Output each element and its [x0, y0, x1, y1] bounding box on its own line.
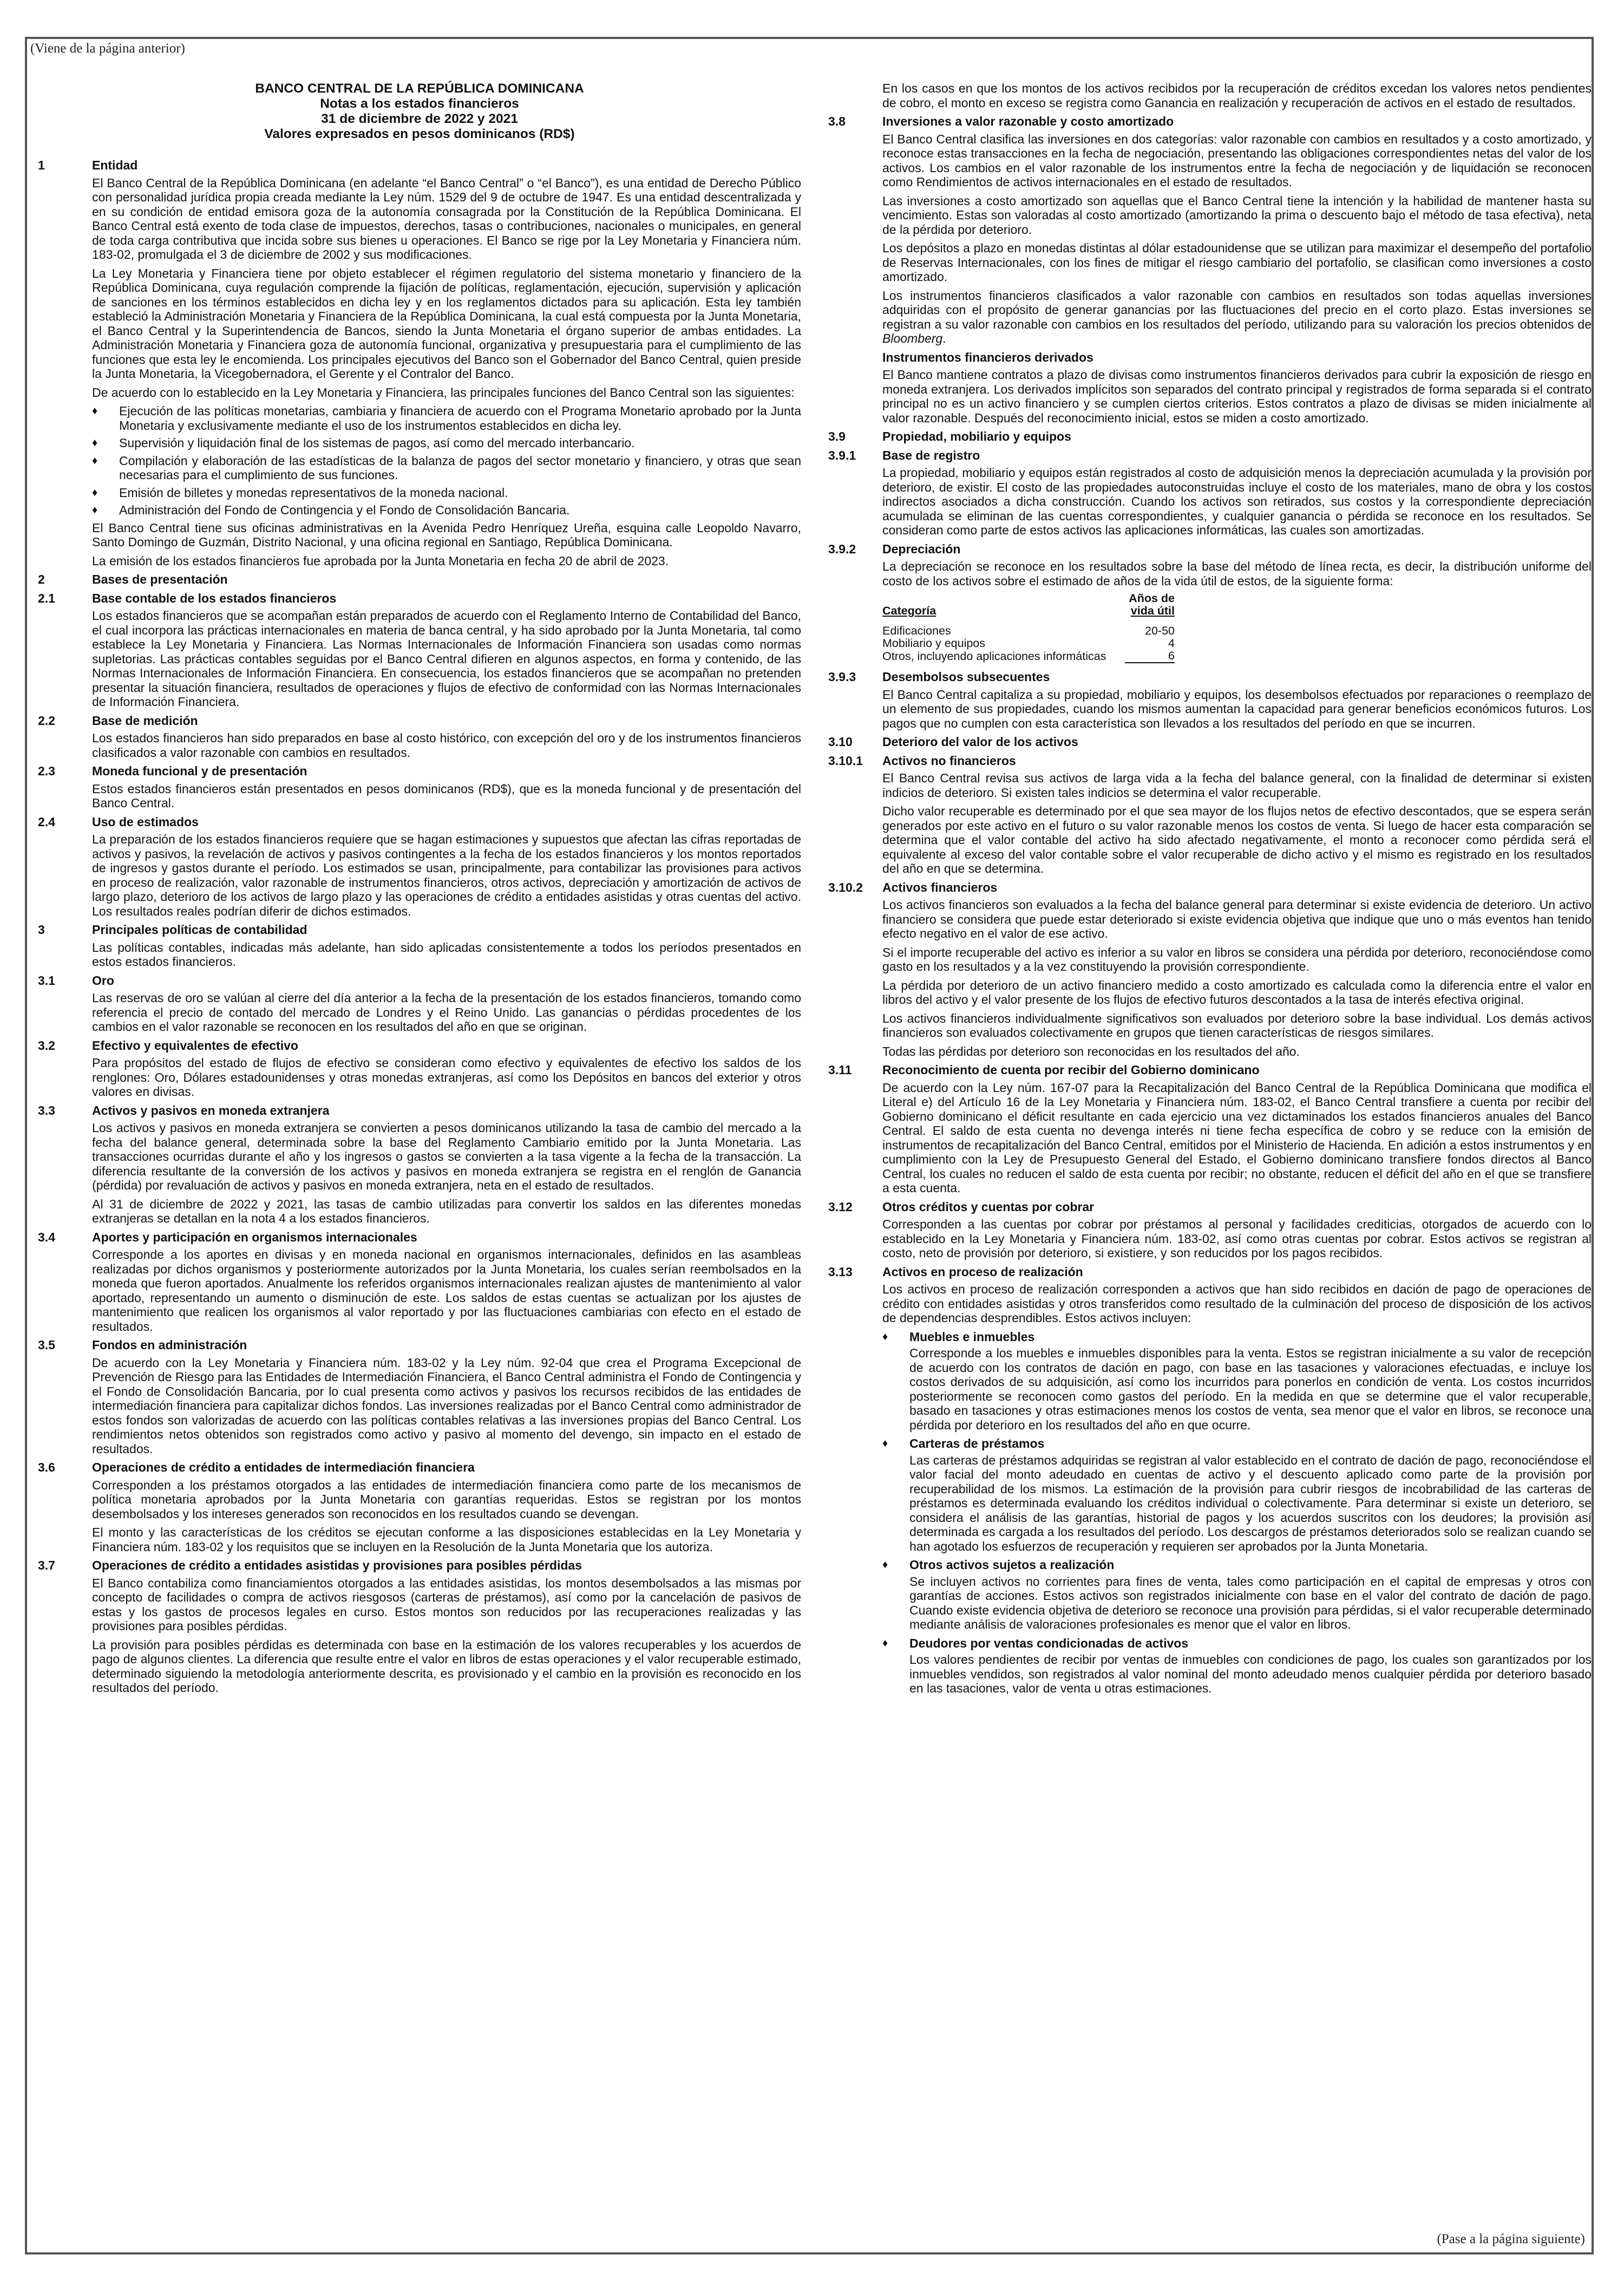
section-heading: 3.1 Oro	[38, 973, 114, 988]
paragraph: La preparación de los estados financieros requiere que se hagan estimaciones y supuestos que afectan las cifras reportadas de activos y pasivos, la revelación de activos y pasivos contingentes a la fecha de los estados financieros y los montos reportados de ingresos y gastos durante el período. Los estimados se usan, principalmente, para contabilizar las provisiones para activos en proceso de realización, valor razonable de instrumentos financieros, otros activos, depreciación y amortización de activos de largo plazo, deterioro de los activos de largo plazo y las operaciones de crédito a entidades asistidas y otras cuentas del activo. Los resultados reales podrían diferir de dichos estimados.	[92, 832, 801, 918]
paragraph: De acuerdo con la Ley Monetaria y Financiera núm. 183-02 y la Ley núm. 92-04 que crea el Programa Excepcional de Prevención de Riesgo para las Entidades de Intermediación Financiera, el Banco Central administra el Fondo de Contingencia y el Fondo de Consolidación Bancaria, por lo cual presenta como activos y pasivos los recursos recibidos de las entidades de intermediación financiera para capitalizar dichos fondos. Las inversiones realizadas por el Banco Central como administrador de estos fondos son valorizadas de acuerdo con las políticas contables relativas a las inversiones propias del Banco Central. Los rendimientos netos obtenidos son registrados como activo y pasivo al momento del devengo, sin impacto en el estado de resultados.	[92, 1355, 801, 1456]
section-heading: 3.10.1 Activos no financieros	[828, 753, 1016, 768]
table-cell-years: 4	[1168, 637, 1175, 650]
section-heading: 2.3 Moneda funcional y de presentación	[38, 764, 307, 778]
paragraph: Los depósitos a plazo en monedas distintas al dólar estadounidense que se utilizan para maximizar el desempeño del portafolio de Reservas Internacionales, con los fines de mitigar el riesgo cambiario del portafolio, se clasifican como inversiones a costo amortizado.	[882, 241, 1592, 284]
paragraph: Al 31 de diciembre de 2022 y 2021, las tasas de cambio utilizadas para convertir los saldos en las diferentes monedas extranjeras se detallan en la nota 4 a los estados financieros.	[92, 1197, 801, 1225]
paragraph: El Banco Central clasifica las inversiones en dos categorías: valor razonable con cambios en resultados y a costo amortizado, y reconoce estas transacciones en la fecha de negociación, presentando las obligaciones correspondientes netas del valor de los activos. Los cambios en el valor razonable de los instrumentos entre la fecha de negociación y de liquidación se reconocen como Rendimientos de activos internacionales en el estado de resultados.	[882, 132, 1592, 189]
header-institution: BANCO CENTRAL DE LA REPÚBLICA DOMINICANA	[255, 81, 584, 96]
section-heading: 2 Bases de presentación	[38, 572, 228, 586]
paragraph: Los valores pendientes de recibir por ventas de inmuebles con condiciones de pago, los cuales son garantizados por los inmuebles vendidos, son registrados al valor nominal del monto adeudado menos cualquier pérdida por deterioro basado en las tasaciones, valor de venta u otras estimaciones.	[909, 1652, 1592, 1695]
paragraph: Las inversiones a costo amortizado son aquellas que el Banco Central tiene la intención y la habilidad de mantener hasta su vencimiento. Estas son valoradas al costo amortizado (amortizando la prima o descuento bajo el método de tasa efectiva), neta de la pérdida por deterioro.	[882, 193, 1592, 237]
bullet-diamond-icon: ♦	[882, 1437, 888, 1449]
section-heading: 3.13 Activos en proceso de realización	[828, 1264, 1083, 1279]
section-heading: 3.6 Operaciones de crédito a entidades de intermediación financiera	[38, 1460, 475, 1474]
section-heading: 3.9 Propiedad, mobiliario y equipos	[828, 429, 1071, 443]
bullet-diamond-icon: ♦	[92, 405, 98, 417]
paragraph: La propiedad, mobiliario y equipos están registrados al costo de adquisición menos la depreciación acumulada y la provisión por deterioro, de existir. El costo de las propiedades autoconstruidas incluye el costo de los materiales, mano de obra y los costos indirectos asociados a dicha construcción. Cuando los activos son retirados, sus costos y la correspondiente depreciación acumulada se eliminan de las cuentas correspondientes, y cualquier ganancia o pérdida se reconoce en los resultados. Se consideran como parte de estos activos las aplicaciones informáticas, las cuales son amortizadas.	[882, 466, 1592, 537]
bloomberg-reference: Bloomberg	[882, 331, 943, 345]
bullet-diamond-icon: ♦	[92, 486, 98, 499]
bullet-heading: ♦ Deudores por ventas condicionadas de activos	[882, 1636, 1189, 1650]
section-heading: 2.1 Base contable de los estados financieros	[38, 591, 337, 605]
document-header	[38, 81, 801, 142]
continued-to-note: (Pase a la página siguiente)	[1437, 2232, 1585, 2246]
paragraph: Corresponde a los aportes en divisas y en moneda nacional en organismos internacionales, definidos en las asambleas realizadas por dichos organismos y posteriormente autorizados por la Junta Monetaria, los cuales serían reembolsados en la moneda que fueron aportados. Anualmente los referidos organismos internacionales realizan ajustes de mantenimiento al valor aportado, representando un aumento o disminución de este. Los saldos de estas cuentas se actualizan por los ajustes de mantenimiento que realicen los organismos al valor reportado y por las fluctuaciones cambiarias con efecto en el estado de resultados.	[92, 1247, 801, 1334]
bullet-item: ♦ Supervisión y liquidación final de los sistemas de pagos, así como del mercado interbancario.	[92, 436, 635, 450]
right-column	[828, 81, 1592, 1700]
bullet-item: ♦ Compilación y elaboración de las estadísticas de la balanza de pagos del sector monetario y financiero, y otras que sean necesarias para el cumplimiento de sus funciones.	[92, 453, 801, 482]
subsection-title: Instrumentos financieros derivados	[882, 350, 1093, 364]
paragraph: El Banco Central revisa sus activos de larga vida a la fecha del balance general, con la finalidad de determinar si existen indicios de deterioro. Si existen tales indicios se determina el valor recuperable.	[882, 771, 1592, 800]
bullet-diamond-icon: ♦	[882, 1559, 888, 1571]
section-heading: 3.11 Reconocimiento de cuenta por recibir del Gobierno dominicano	[828, 1063, 1260, 1077]
useful-life-table	[882, 592, 1175, 663]
paragraph: Corresponden a las cuentas por cobrar por préstamos al personal y facilidades crediticias, otorgados de acuerdo con lo establecido en la Ley Monetaria y Financiera núm. 183-02, así como otras cuentas por cobrar. Estos activos se registran al costo, neto de provisión por deterioro, si existiere, y son reducidos por los pagos recibidos.	[882, 1217, 1592, 1260]
bullet-diamond-icon: ♦	[92, 504, 98, 516]
bullet-item: ♦ Administración del Fondo de Contingencia y el Fondo de Consolidación Bancaria.	[92, 503, 570, 517]
paragraph: El Banco Central tiene sus oficinas administrativas en la Avenida Pedro Henríquez Ureña, esquina calle Leopoldo Navarro, Santo Domingo de Guzmán, Distrito Nacional, y una oficina regional en Santiago, República Dominicana.	[92, 520, 801, 549]
paragraph: Los activos en proceso de realización corresponden a activos que han sido recibidos en dación de pago de operaciones de crédito con entidades asistidas y otros transferidos como resultado de la culminación del proceso de disposición de los activos de dependencias desprendibles. Estos activos incluyen:	[882, 1282, 1592, 1325]
paragraph: La provisión para posibles pérdidas es determinada con base en la estimación de los valores recuperables y los acuerdos de pago de algunos clientes. La diferencia que resulte entre el valor en libros de estas operaciones y el valor recuperable estimado, determinado siguiendo la metodología anteriormente descrita, es provisionado y el cambio en la provisión es reconocido en los resultados del período.	[92, 1637, 801, 1695]
paragraph: Los instrumentos financieros clasificados a valor razonable con cambios en resultados son todas aquellas inversiones adquiridas con el propósito de generar ganancias por las fluctuaciones del precio en el corto plazo. Estas inversiones se registran a su valor razonable con cambios en los resultados del período, utilizando para su valoración los precios obtenidos de Bloomberg.	[882, 288, 1592, 345]
paragraph: Para propósitos del estado de flujos de efectivo se consideran como efectivo y equivalentes de efectivo los saldos de los renglones: Oro, Dólares estadounidenses y otras monedas extranjeras, así como los Depósitos en bancos del exterior y otros valores en divisas.	[92, 1056, 801, 1099]
table-row	[882, 650, 1175, 663]
bullet-heading: ♦ Muebles e inmuebles	[882, 1329, 1035, 1344]
paragraph: La Ley Monetaria y Financiera tiene por objeto establecer el régimen regulatorio del sistema monetario y financiero de la República Dominicana, cuya regulación comprende la fijación de políticas, reglamentación, ejecución, supervisión y aplicación de sanciones en los términos establecidos en dicha ley y en los reglamentos dictados para su aplicación. Esta ley también estableció la Administración Monetaria y Financiera de la República Dominicana, la cual está compuesta por la Junta Monetaria, el Banco Central y la Superintendencia de Bancos, siendo la Junta Monetaria el órgano superior de ambas entidades. La Administración Monetaria y Financiera goza de autonomía funcional, organizativa y presupuestaria para el cumplimiento de las funciones que esta ley le encomienda. Los principales ejecutivos del Banco son el Gobernador del Banco Central, quien preside la Junta Monetaria, la Vicegobernadora, el Gerente y el Contralor del Banco.	[92, 266, 801, 381]
table-header-years-line1: Años de	[1129, 592, 1175, 605]
paragraph: Las reservas de oro se valúan al cierre del día anterior a la fecha de la presentación de los estados financieros, tomando como referencia el precio de contado del mercado de Londres y el Reino Unido. Las ganancias o pérdidas procedentes de los cambios en el valor razonable se reconocen en los resultados del año en que se originan.	[92, 991, 801, 1034]
paragraph: Corresponden a los préstamos otorgados a las entidades de intermediación financiera como parte de los mecanismos de política monetaria aprobados por la Junta Monetaria con garantías requeridas. Estos se registran por los montos desembolsados y los intereses generados son reconocidos en los resultados cuando se devengan.	[92, 1478, 801, 1521]
paragraph: La depreciación se reconoce en los resultados sobre la base del método de línea recta, es decir, la distribución uniforme del costo de los activos sobre el estimado de años de la vida útil de estos, de la siguiente forma:	[882, 559, 1592, 588]
section-number: 1	[38, 158, 45, 172]
section-heading: 3.2 Efectivo y equivalentes de efectivo	[38, 1038, 298, 1053]
paragraph: Los estados financieros han sido preparados en base al costo histórico, con excepción del oro y de los instrumentos financieros clasificados a valor razonable con cambios en resultados.	[92, 731, 801, 760]
section-heading: 2.4 Uso de estimados	[38, 814, 199, 829]
paragraph: Las carteras de préstamos adquiridas se registran al valor establecido en el contrato de dación de pago, reconociéndose el valor facial del monto adeudado en cuentas de activo y el descuento aplicado como parte de la provisión por recuperabilidad de los mismos. La estimación de la provisión para cubrir riesgos de incobrabilidad de las carteras de préstamos es determinada evaluando los créditos individual o colectivamente. Para determinar si existe un deterioro, se considera el análisis de las garantías, historial de pagos y los acuerdos suscritos con los deudores; la provisión así determinada es cargada a los resultados del período. Los descargos de préstamos deteriorados solo se realizan cuando se han agotado los esfuerzos de recuperación y requieren ser aprobados por la Junta Monetaria.	[909, 1453, 1592, 1553]
section-heading: 3.12 Otros créditos y cuentas por cobrar	[828, 1199, 1095, 1214]
table-row	[882, 637, 1175, 650]
section-heading: 3 Principales políticas de contabilidad	[38, 923, 307, 937]
table-row	[882, 625, 1175, 637]
section-heading: 3.10 Deterioro del valor de los activos	[828, 735, 1078, 749]
paragraph: El Banco Central capitaliza a su propiedad, mobiliario y equipos, los desembolsos efectuados por reparaciones o reemplazo de un elemento de sus propiedades, cuando los mismos aumentan la capacidad para generar beneficios económicos futuros. Los pagos que no cumplen con esta característica son llevados a los resultados del período en que se incurren.	[882, 687, 1592, 730]
paragraph: Dicho valor recuperable es determinado por el que sea mayor de los flujos netos de efectivo descontados, que se espera serán generados por este activo en el futuro o su valor razonable menos los costos de venta. Si luego de hacer esta comparación se determina que el valor contable del activo ha sido afectado negativamente, el monto a reconocer como pérdida será el equivalente al exceso del valor contable sobre el valor recuperable de dicho activo y el mismo es registrado en los resultados del año en que se determina.	[882, 804, 1592, 875]
table-cell-category: Edificaciones	[882, 624, 951, 637]
bullet-item: ♦ Emisión de billetes y monedas representativos de la moneda nacional.	[92, 485, 508, 500]
paragraph: El Banco contabiliza como financiamientos otorgados a las entidades asistidas, los montos desembolsados a las mismas por concepto de facilidades o compra de activos riesgosos (carteras de préstamos), así como por la cancelación de pasivos de estas y los gastos de procesos legales en curso. Estos montos son reducidos por las recuperaciones realizadas y las provisiones para posibles pérdidas.	[92, 1576, 801, 1633]
section-heading: 3.9.3 Desembolsos subsecuentes	[828, 670, 1050, 684]
left-column	[38, 81, 801, 1700]
section-heading: 3.7 Operaciones de crédito a entidades asistidas y provisiones para posibles pérdidas	[38, 1558, 582, 1572]
paragraph: Los activos financieros individualmente significativos son evaluados por deterioro sobre la base individual. Los demás activos financieros son evaluados colectivamente en grupos que tienen características de riesgos similares.	[882, 1011, 1592, 1040]
paragraph: De acuerdo con la Ley núm. 167-07 para la Recapitalización del Banco Central de la República Dominicana que modifica el Literal e) del Artículo 16 de la Ley Monetaria y Financiera núm. 183-02, el Banco Central transfiere a cuenta por recibir del Gobierno dominicano el déficit resultante en cada ejercicio una vez dictaminados los estados financieros anuales del Banco Central. El saldo de esta cuenta no devenga interés ni tiene fecha específica de cobro y se reduce con la emisión de instrumentos de recapitalización del Banco Central, emitidos por el Ministerio de Hacienda. En adición a estos instrumentos y en cumplimiento con la Ley de Presupuesto General del Estado, el Gobierno dominicano transfiere fondos directos al Banco Central, los cuales no reducen el saldo de esta cuenta por recibir; no obstante, reducen el déficit del año en el que se transfiere a esta cuenta.	[882, 1080, 1592, 1195]
header-date: 31 de diciembre de 2022 y 2021	[321, 112, 518, 126]
table-header-row	[882, 605, 1175, 617]
paragraph: Todas las pérdidas por deterioro son reconocidas en los resultados del año.	[882, 1044, 1300, 1058]
paragraph: La pérdida por deterioro de un activo financiero medido a costo amortizado es calculada como la diferencia entre el valor en libros del activo y el valor presente de los flujos de efectivo futuros descontados a la tasa de interés efectiva original.	[882, 978, 1592, 1007]
paragraph: Los activos financieros son evaluados a la fecha del balance general para determinar si existe evidencia de deterioro. Un activo financiero se considera que puede estar deteriorado si existe evidencia objetiva que indique que uno o más eventos han tenido efecto negativo en el valor de ese activo.	[882, 898, 1592, 940]
section-heading: 3.9.1 Base de registro	[828, 448, 980, 462]
paragraph: Las políticas contables, indicadas más adelante, han sido aplicadas consistentemente a todos los períodos presentados en estos estados financieros.	[92, 940, 801, 969]
header-currency: Valores expresados en pesos dominicanos (RD$)	[264, 127, 575, 141]
bullet-diamond-icon: ♦	[92, 454, 98, 467]
bullet-heading: ♦ Carteras de préstamos	[882, 1436, 1045, 1450]
bullet-item: ♦ Ejecución de las políticas monetarias, cambiaria y financiera de acuerdo con el Programa Monetario aprobado por la Junta Monetaria y exclusivamente mediante el uso de los instrumentos establecidos en dicha ley.	[92, 404, 801, 433]
section-heading: 3.5 Fondos en administración	[38, 1338, 247, 1352]
paragraph: Si el importe recuperable del activo es inferior a su valor en libros se considera una pérdida por deterioro, reconociéndose como gasto en los resultados y a la vez constituyendo la provisión correspondiente.	[882, 945, 1592, 973]
section-heading: 3.8 Inversiones a valor razonable y costo amortizado	[828, 114, 1174, 128]
table-cell-years: 6	[1125, 650, 1175, 663]
paragraph: Corresponde a los muebles e inmuebles disponibles para la venta. Estos se registran inicialmente a su valor de recepción de acuerdo con los contratos de dación en pago, con base en las tasaciones y valoraciones efectuadas, e incluye los costos derivados de su adquisición, así como los incurridos para ponerlos en condición de venta. Los costos incurridos posteriormente se reconocen como gastos del período. En la medida en que se determine que el valor recuperable, basado en tasaciones y otras estimaciones menos los costos de venta, sea menor que el valor en libros, se reconoce una pérdida por deterioro en los resultados del año en que ocurre.	[909, 1346, 1592, 1432]
continued-from-note: (Viene de la página anterior)	[30, 41, 185, 56]
paragraph: De acuerdo con lo establecido en la Ley Monetaria y Financiera, las principales funciones del Banco Central son las siguientes:	[92, 385, 795, 400]
table-header-row	[882, 592, 1175, 605]
paragraph: La emisión de los estados financieros fue aprobada por la Junta Monetaria en fecha 20 de abril de 2023.	[92, 553, 669, 568]
table-cell-category: Mobiliario y equipos	[882, 637, 986, 650]
paragraph: En los casos en que los montos de los activos recibidos por la recuperación de créditos excedan los valores netos pendientes de cobro, el monto en exceso se registra como Ganancia en realización y recuperación de activos en el estado de resultados.	[882, 81, 1592, 110]
section-heading: 3.9.2 Depreciación	[828, 541, 961, 556]
paragraph: El monto y las características de los créditos se ejecutan conforme a las disposiciones establecidas en la Ley Monetaria y Financiera núm. 183-02 y los requisitos que se incluyen en la Resolución de la Junta Monetaria que los autoriza.	[92, 1525, 801, 1554]
paragraph: Se incluyen activos no corrientes para fines de venta, tales como participación en el capital de empresas y otros con garantías de acciones. Estos activos son registrados inicialmente con base en el valor del contrato de dación de pago. Cuando existe evidencia objetiva de deterioro se reconoce una provisión para pérdidas, si el valor recuperable determinado mediante análisis de valoraciones profesionales es menor que el valor en libros.	[909, 1574, 1592, 1631]
table-header-years-line2: vida útil	[1130, 604, 1175, 617]
paragraph: Los estados financieros que se acompañan están preparados de acuerdo con el Reglamento Interno de Contabilidad del Banco, el cual incorpora las prácticas internacionales en materia de banca central, y ha sido aprobado por la Junta Monetaria, tal como establece la Ley Monetaria y Financiera. Las Normas Internacionales de Información Financiera son usadas como normas supletorias. Las prácticas contables seguidas por el Banco Central difieren en algunos aspectos, en forma y contenido, de las Normas Internacionales de Información Financiera. En consecuencia, los estados financieros que se acompañan no pretenden presentar la situación financiera, resultados de operaciones y flujos de efectivo de conformidad con las Normas Internacionales de Información Financiera.	[92, 609, 801, 709]
paragraph: El Banco Central de la República Dominicana (en adelante “el Banco Central” o “el Banco”), es una entidad de Derecho Público con personalidad jurídica propia creada mediante la Ley núm. 1529 del 9 de octubre de 1947. Es una entidad descentralizada y en su condición de entidad emisora goza de la autonomía consagrada por la Constitución de la República Dominicana. El Banco Central está exento de toda clase de impuestos, derechos, tasas o contribuciones, nacionales o municipales, en general de toda carga contributiva que incida sobre sus bienes u operaciones. El Banco se rige por la Ley Monetaria y Financiera núm. 183-02, promulgada el 3 de diciembre de 2002 y sus modificaciones.	[92, 175, 801, 262]
bullet-diamond-icon: ♦	[882, 1637, 888, 1649]
table-header-category: Categoría	[882, 604, 937, 617]
paragraph: Estos estados financieros están presentados en pesos dominicanos (RD$), que es la moneda funcional y de presentación del Banco Central.	[92, 781, 801, 810]
paragraph: Los activos y pasivos en moneda extranjera se convierten a pesos dominicanos utilizando la tasa de cambio del mercado a la fecha del balance general, determinada sobre la base del Reglamento Cambiario emitido por la Junta Monetaria. Las transacciones ocurridas durante el año y los ingresos o gastos se convierten a la tasa vigente a la fecha de la transacción. La diferencia resultante de la conversión de los activos y pasivos en moneda extranjera se registra en el renglón de Ganancia (pérdida) por revaluación de activos y pasivos en moneda extranjera, neta en el estado de resultados.	[92, 1121, 801, 1192]
table-cell-years: 20-50	[1145, 624, 1175, 637]
section-heading	[38, 158, 801, 173]
paragraph: El Banco mantiene contratos a plazo de divisas como instrumentos financieros derivados para cubrir la exposición de riesgo en moneda extranjera. Los derivados implícitos son separados del contrato principal y registrados de forma separada si el contrato principal no es un activo financiero y se cumplen ciertos criterios. Estos contratos a plazo de divisas se miden inicialmente al valor razonable. Después del reconocimiento inicial, estos se miden a costo amortizado.	[882, 368, 1592, 425]
section-heading: 3.10.2 Activos financieros	[828, 880, 998, 894]
section-heading: 3.4 Aportes y participación en organismos internacionales	[38, 1230, 417, 1244]
section-heading: 2.2 Base de medición	[38, 713, 198, 728]
bullet-heading: ♦ Otros activos sujetos a realización	[882, 1558, 1115, 1572]
section-title: Entidad	[92, 158, 138, 172]
section-heading: 3.3 Activos y pasivos en moneda extranjera	[38, 1103, 330, 1118]
bullet-diamond-icon: ♦	[92, 437, 98, 449]
bullet-diamond-icon: ♦	[882, 1330, 888, 1343]
table-cell-category: Otros, incluyendo aplicaciones informáticas	[882, 650, 1106, 663]
header-title: Notas a los estados financieros	[320, 96, 519, 111]
